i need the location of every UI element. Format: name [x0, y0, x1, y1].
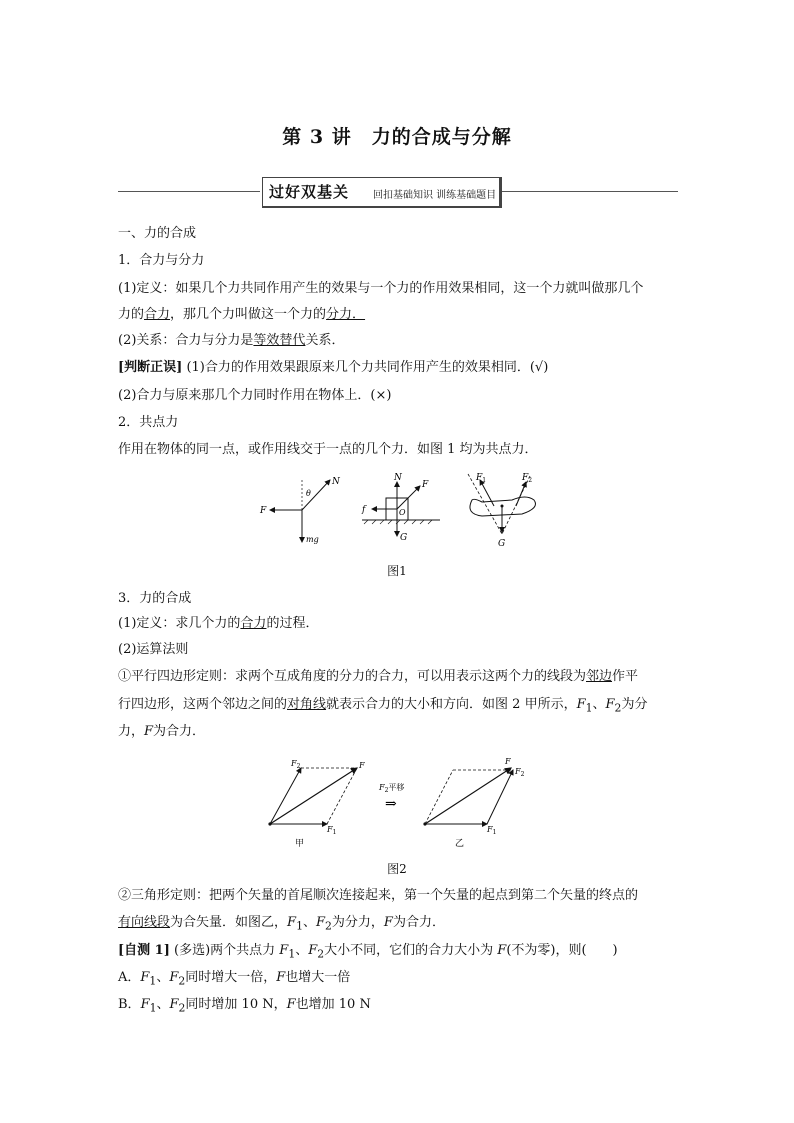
- symbol: F: [169, 970, 179, 985]
- item-heading: 2．共点力: [118, 415, 179, 430]
- vector-f: [270, 768, 357, 824]
- paragraph-line: [118, 695, 647, 719]
- label-f2: $F_2$: [522, 473, 533, 484]
- text: 为合矢量．如图乙，: [170, 915, 288, 930]
- text: (2)关系：合力与分力是: [118, 333, 254, 348]
- banner-box: [262, 177, 502, 208]
- section-heading: 一、力的合成: [118, 226, 197, 241]
- relation-line: [118, 331, 344, 351]
- vector-f2: [270, 768, 301, 824]
- symbol: F: [169, 997, 179, 1012]
- symbol: F: [576, 697, 586, 712]
- text: 为分力，: [331, 915, 384, 930]
- shift-label: $F_2$平移: [379, 783, 405, 794]
- selftest-line: [118, 941, 618, 965]
- text: 为合力．: [392, 915, 445, 930]
- text: 、: [295, 943, 309, 958]
- symbol: F: [140, 970, 150, 985]
- text: (1)定义：求几个力的: [118, 616, 241, 631]
- label-f2: $F_2$: [515, 767, 525, 778]
- symbol: F: [140, 997, 150, 1012]
- text: 也增加 10 N: [295, 997, 371, 1012]
- banner-subtitle: 回扣基础知识 训练基础题目: [373, 190, 497, 201]
- subscript: 2: [178, 974, 186, 988]
- underlined-term: 对角线: [287, 697, 327, 712]
- paragraph: 作用在物体的同一点，或作用线交于一点的几个力．如图 1 均为共点力．: [118, 442, 538, 457]
- label-f1: $F_1$: [476, 473, 487, 484]
- text: 为合力．: [153, 724, 206, 739]
- subscript: 2: [317, 947, 325, 961]
- item-heading: 3．力的合成: [118, 591, 192, 606]
- text: 关系．: [305, 333, 345, 348]
- label-f: F: [422, 480, 429, 490]
- shift-arrow: ⇒: [385, 796, 397, 812]
- symbol: F: [605, 697, 615, 712]
- label-yi: 乙: [455, 839, 465, 849]
- text: 行四边形，这两个邻边之间的: [118, 697, 288, 712]
- item-heading: 1．合力与分力: [118, 253, 205, 268]
- definition-line: [118, 614, 318, 634]
- banner-rule-right: [502, 191, 678, 192]
- judge-tag: [判断正误]: [118, 360, 183, 375]
- subscript: 2: [325, 919, 332, 933]
- underlined-term: 分力．: [326, 307, 366, 322]
- text: (不为零)，则( ): [506, 943, 618, 958]
- text: 、: [156, 997, 170, 1012]
- text: (1)合力的作用效果跟原来几个力共同作用产生的效果相同．(√): [182, 360, 549, 375]
- subscript: 1: [585, 701, 593, 715]
- label-f: F: [505, 757, 511, 766]
- underlined-term: 等效替代: [253, 333, 306, 348]
- label-n: N: [394, 473, 402, 483]
- text: 力，: [118, 724, 145, 739]
- symbol: F: [279, 943, 289, 958]
- underlined-term: 合力: [240, 616, 267, 631]
- figure-2: [255, 752, 545, 852]
- figure-caption: 图2: [387, 862, 407, 876]
- dashed-side: [327, 768, 357, 824]
- symbol: F: [315, 915, 325, 930]
- text: 同时增加 10 N，: [185, 997, 287, 1012]
- underlined-term: 有向线段: [118, 915, 171, 930]
- text: 力的: [118, 307, 145, 322]
- vector-f2: [487, 770, 513, 824]
- rule-heading: (2)运算法则: [118, 642, 189, 657]
- label-f: F: [260, 506, 267, 516]
- underlined-term: 邻边: [586, 669, 613, 684]
- subscript: 2: [178, 1001, 186, 1015]
- paragraph-line: [118, 913, 445, 937]
- force-f2-arrow: [516, 482, 526, 506]
- symbol: F: [286, 997, 296, 1012]
- label-f2: $F_2$: [291, 759, 301, 770]
- label-n: N: [332, 477, 340, 487]
- text: 、: [156, 970, 170, 985]
- text: 也增大一倍: [285, 970, 351, 985]
- definition-line: [118, 305, 365, 325]
- judge-line: (2)合力与原来那几个力同时作用在物体上．(×): [118, 388, 392, 403]
- text: 为分: [621, 697, 648, 712]
- label-f1: $F_1$: [487, 825, 497, 836]
- symbol: F: [308, 943, 318, 958]
- text: 、: [302, 915, 316, 930]
- text: 的过程．: [266, 616, 319, 631]
- text: 作平: [612, 669, 639, 684]
- vector-f: [425, 768, 511, 824]
- dashed-side: [425, 770, 453, 824]
- subscript: 2: [614, 701, 622, 715]
- symbol: F: [276, 970, 286, 985]
- symbol: F: [383, 915, 393, 930]
- text: 、: [592, 697, 606, 712]
- subscript: 1: [296, 919, 303, 933]
- option-b[interactable]: [118, 995, 371, 1019]
- label-theta: θ: [306, 489, 311, 498]
- label-friction: f: [362, 505, 366, 515]
- figure-caption: 图1: [387, 564, 407, 578]
- text: ①平行四边形定则：求两个互成角度的分力的合力，可以用表示这两个力的线段为: [118, 669, 587, 684]
- symbol: F: [144, 724, 154, 739]
- option-a[interactable]: [118, 968, 350, 992]
- banner-rule-left: [118, 191, 260, 192]
- label-mg: mg: [306, 535, 319, 544]
- definition-line: (1)定义：如果几个力共同作用产生的效果与一个力的作用效果相同，这一个力就叫做那几个: [118, 281, 644, 296]
- selftest-tag: [自测 1]: [118, 943, 170, 958]
- label-jia: 甲: [295, 839, 305, 849]
- option-letter: B．: [118, 997, 141, 1012]
- judge-line: [118, 358, 548, 378]
- label-g: G: [400, 533, 408, 543]
- subscript: 1: [149, 974, 157, 988]
- page-title: 第 3 讲 力的合成与分解: [282, 126, 512, 148]
- label-f1: $F_1$: [327, 825, 337, 836]
- underlined-term: 合力: [144, 307, 171, 322]
- paragraph-line: [118, 722, 205, 742]
- text: (多选)两个共点力: [169, 943, 280, 958]
- label-f: F: [359, 761, 365, 770]
- text: 就表示合力的大小和方向．如图 2 甲所示，: [326, 697, 577, 712]
- label-g: G: [498, 539, 506, 549]
- section-banner: [118, 175, 678, 209]
- label-o: O: [399, 508, 406, 517]
- paragraph-line: [118, 667, 638, 687]
- symbol: F: [287, 915, 297, 930]
- text: 同时增大一倍，: [185, 970, 277, 985]
- paragraph-line: ②三角形定则：把两个矢量的首尾顺次连接起来，第一个矢量的起点到第二个矢量的终点的: [118, 888, 639, 903]
- figure-1: [250, 470, 550, 552]
- subscript: 1: [149, 1001, 157, 1015]
- text: 大小不同，它们的合力大小为: [324, 943, 498, 958]
- option-letter: A．: [118, 970, 141, 985]
- symbol: F: [497, 943, 507, 958]
- subscript: 1: [288, 947, 296, 961]
- banner-title: 过好双基关: [269, 183, 350, 201]
- text: ，那几个力叫做这一个力的: [170, 307, 327, 322]
